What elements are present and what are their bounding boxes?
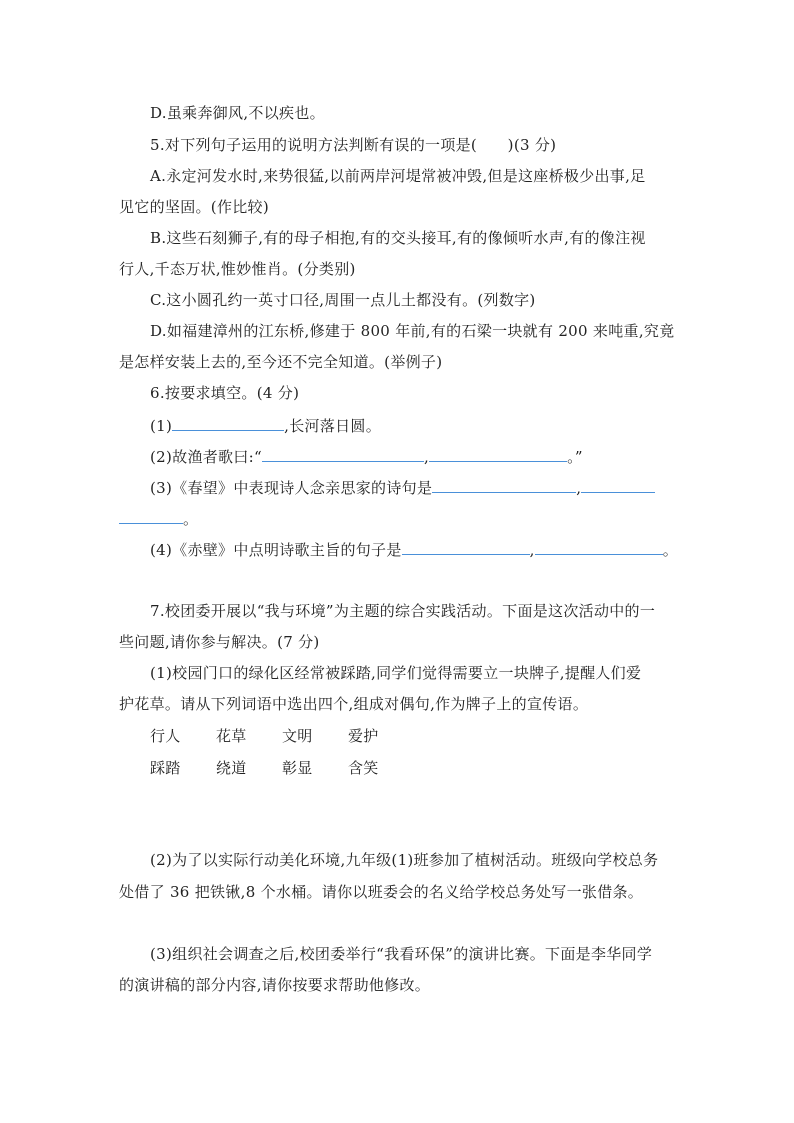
word-item: 彰显 (282, 759, 313, 777)
q6-part2-mid: , (423, 448, 430, 466)
q5-option-a-line2: 见它的坚固。(作比较) (119, 198, 270, 216)
q6-part1-suffix: ,长河落日圆。 (284, 417, 382, 435)
q5-option-d-line2: 是怎样安装上去的,至今还不完全知道。(举例子) (119, 353, 443, 371)
word-item: 含笑 (348, 759, 379, 777)
q7-word-row1 (150, 726, 414, 746)
q6-part3-blank2b[interactable] (119, 507, 183, 524)
q6-part2-prefix: (2)故渔者歌曰:“ (150, 448, 262, 466)
q6-part3 (150, 476, 655, 498)
q6-part1-blank[interactable] (172, 414, 284, 431)
q6-part2-blank1[interactable] (262, 445, 424, 462)
q5-option-d-line1: D.如福建漳州的江东桥,修建于 800 年前,有的石梁一块就有 200 来吨重,究竟 (150, 322, 675, 340)
q7-word-row2 (150, 758, 414, 778)
q6-stem: 6.按要求填空。(4 分) (150, 384, 300, 402)
word-item: 文明 (282, 727, 313, 745)
word-item: 花草 (216, 727, 247, 745)
q6-part1-prefix: (1) (150, 417, 173, 435)
q6-part2-blank2[interactable] (429, 445, 567, 462)
q4-option-d: D.虽乘奔御风,不以疾也。 (150, 104, 325, 122)
q6-part4-blank2[interactable] (535, 538, 663, 555)
q7-part1-line1: (1)校园门口的绿化区经常被踩踏,同学们觉得需要立一块牌子,提醒人们爱 (150, 664, 642, 682)
q5-option-c: C.这小圆孔约一英寸口径,周围一点儿土都没有。(列数字) (150, 291, 536, 309)
q7-stem-line1: 7.校团委开展以“我与环境”为主题的综合实践活动。下面是这次活动中的一 (150, 602, 656, 620)
q7-part2-line2: 处借了 36 把铁锹,8 个水桶。请你以班委会的名义给学校总务处写一张借条。 (119, 883, 644, 901)
q5-stem: 5.对下列句子运用的说明方法判断有误的一项是( )(3 分) (150, 136, 557, 154)
q5-option-a-line1: A.永定河发水时,来势很猛,以前两岸河堤常被冲毁,但是这座桥极少出事,足 (150, 167, 646, 185)
q6-part4-prefix: (4)《赤壁》中点明诗歌主旨的句子是 (150, 541, 402, 559)
q7-part1-line2: 护花草。请从下列词语中选出四个,组成对偶句,作为牌子上的宣传语。 (119, 695, 589, 713)
q7-part3-line2: 的演讲稿的部分内容,请你按要求帮助他修改。 (119, 976, 431, 994)
q6-part4 (150, 538, 678, 560)
q7-part2-line1: (2)为了以实际行动美化环境,九年级(1)班参加了植树活动。班级向学校总务 (150, 851, 659, 869)
q6-part4-blank1[interactable] (402, 538, 530, 555)
q6-part2 (150, 445, 583, 467)
q6-part1 (150, 414, 381, 436)
q6-part3-end: 。 (183, 510, 199, 528)
q7-part3-line1: (3)组织社会调查之后,校团委举行“我看环保”的演讲比赛。下面是李华同学 (150, 945, 653, 963)
q6-part3-prefix: (3)《春望》中表现诗人念亲思家的诗句是 (150, 479, 433, 497)
word-item: 绕道 (216, 759, 247, 777)
q6-part2-suffix: 。” (567, 448, 583, 466)
q5-option-b-line2: 行人,千态万状,惟妙惟肖。(分类别) (119, 260, 356, 278)
word-item: 踩踏 (150, 759, 181, 777)
q5-option-b-line1: B.这些石刻狮子,有的母子相抱,有的交头接耳,有的像倾听水声,有的像注视 (150, 229, 646, 247)
q6-part4-mid: , (529, 541, 535, 559)
q6-part3-blank2a[interactable] (581, 476, 655, 493)
q7-stem-line2: 些问题,请你参与解决。(7 分) (119, 633, 320, 651)
q6-part4-end: 。 (662, 541, 679, 559)
q6-part3-blank1[interactable] (432, 476, 576, 493)
word-item: 行人 (150, 727, 181, 745)
word-item: 爱护 (348, 727, 379, 745)
q6-part3-cont (119, 507, 198, 529)
q6-part3-mid: , (576, 479, 582, 497)
